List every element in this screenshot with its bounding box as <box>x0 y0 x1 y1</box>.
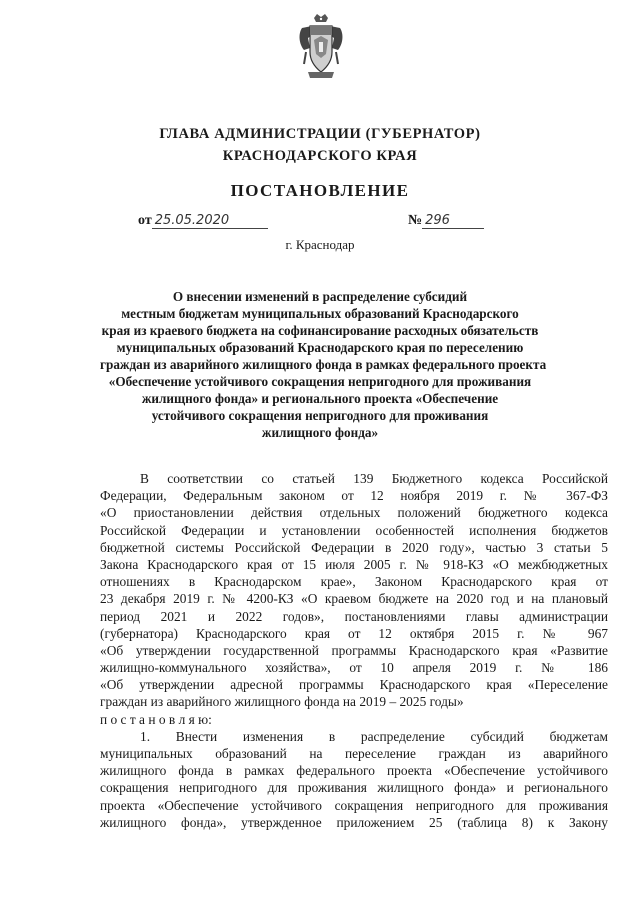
issuer-line-2: КРАСНОДАРСКОГО КРАЯ <box>222 148 418 164</box>
coat-of-arms-emblem <box>296 14 346 80</box>
city: г. Краснодар <box>285 237 355 252</box>
body-line: Федерации, Федеральным законом от 12 ноября 2019 г. № 367-ФЗ <box>100 488 608 504</box>
body-line: 23 декабря 2019 г. № 4200-КЗ «О краевом бюджете на 2020 год и на плановый <box>100 591 608 607</box>
title-line: жилищного фонда» и регионального проекта «Обеспечение <box>141 391 499 406</box>
title-line: местным бюджетам муниципальных образований Краснодарского <box>121 306 519 321</box>
title-line: края из краевого бюджета на софинансирование расходных обязательств <box>101 323 539 338</box>
document-body <box>100 470 608 831</box>
title-line: устойчивого сокращения непригодного для проживания <box>151 408 489 423</box>
body-line: Российской Федерации и установлении особенностей исполнения бюджетов <box>100 522 608 538</box>
body-line: (губернатора) Краснодарского края от 12 октября 2015 г. № 967 <box>100 625 608 641</box>
number-field <box>408 213 484 229</box>
number-label: № <box>408 213 423 228</box>
body-line: «Об утверждении государственной программы Краснодарского края «Развитие <box>100 642 608 658</box>
body-line: период 2021 и 2022 годов», постановлениями главы администрации <box>100 608 608 624</box>
body-line: Закона Краснодарского края от 15 июля 2005 г. № 918-КЗ «О межбюджетных <box>100 556 608 572</box>
body-line: В соответствии со статьей 139 Бюджетного кодекса Российской <box>140 471 608 486</box>
body-line: бюджетной системы Российской Федерации в 2020 году», частью 3 статьи 5 <box>100 539 608 555</box>
body-line: 1. Внести изменения в распределение субсидий бюджетам <box>140 728 608 744</box>
title-line: граждан из аварийного жилищного фонда в рамках федерального проекта <box>100 357 547 372</box>
document-title <box>100 288 547 441</box>
resolution-word: п о с т а н о в л я ю: <box>100 711 212 727</box>
title-line: муниципальных образований Краснодарского края по переселению <box>116 340 524 355</box>
title-line: О внесении изменений в распределение субсидий <box>172 289 468 304</box>
date-value: 25.05.2020 <box>152 213 268 229</box>
body-line: сокращения непригодного для проживания жилищного фонда» и регионального <box>100 780 608 796</box>
issuer-line-1: ГЛАВА АДМИНИСТРАЦИИ (ГУБЕРНАТОР) <box>159 126 481 142</box>
body-line: «О приостановлении действия отдельных положений бюджетного кодекса <box>100 505 608 521</box>
date-label: от <box>138 213 152 228</box>
body-line: жилищного фонда в рамках федерального проекта «Обеспечение устойчивого <box>100 763 608 779</box>
number-value: 296 <box>422 213 484 229</box>
body-line: проекта «Обеспечение устойчивого сокращения непригодного для проживания <box>100 797 608 813</box>
body-line: жилищного фонда», утвержденное приложением 25 (таблица 8) к Закону <box>100 814 608 830</box>
body-line: муниципальных образований на переселение граждан из аварийного <box>100 746 608 761</box>
body-line: граждан из аварийного жилищного фонда на 2019 – 2025 годы» <box>100 694 464 710</box>
title-line: жилищного фонда» <box>261 425 379 440</box>
body-line: «Об утверждении адресной программы Краснодарского края «Переселение <box>100 677 608 693</box>
date-field <box>138 213 268 229</box>
body-line: жилищно-коммунального хозяйства», от 10 апреля 2019 г. № 186 <box>100 660 608 676</box>
title-line: «Обеспечение устойчивого сокращения непригодного для проживания <box>108 374 532 389</box>
body-line: отношениях в Краснодарском крае», Законом Краснодарского края от <box>100 574 608 590</box>
document-type: ПОСТАНОВЛЕНИЕ <box>230 181 410 200</box>
